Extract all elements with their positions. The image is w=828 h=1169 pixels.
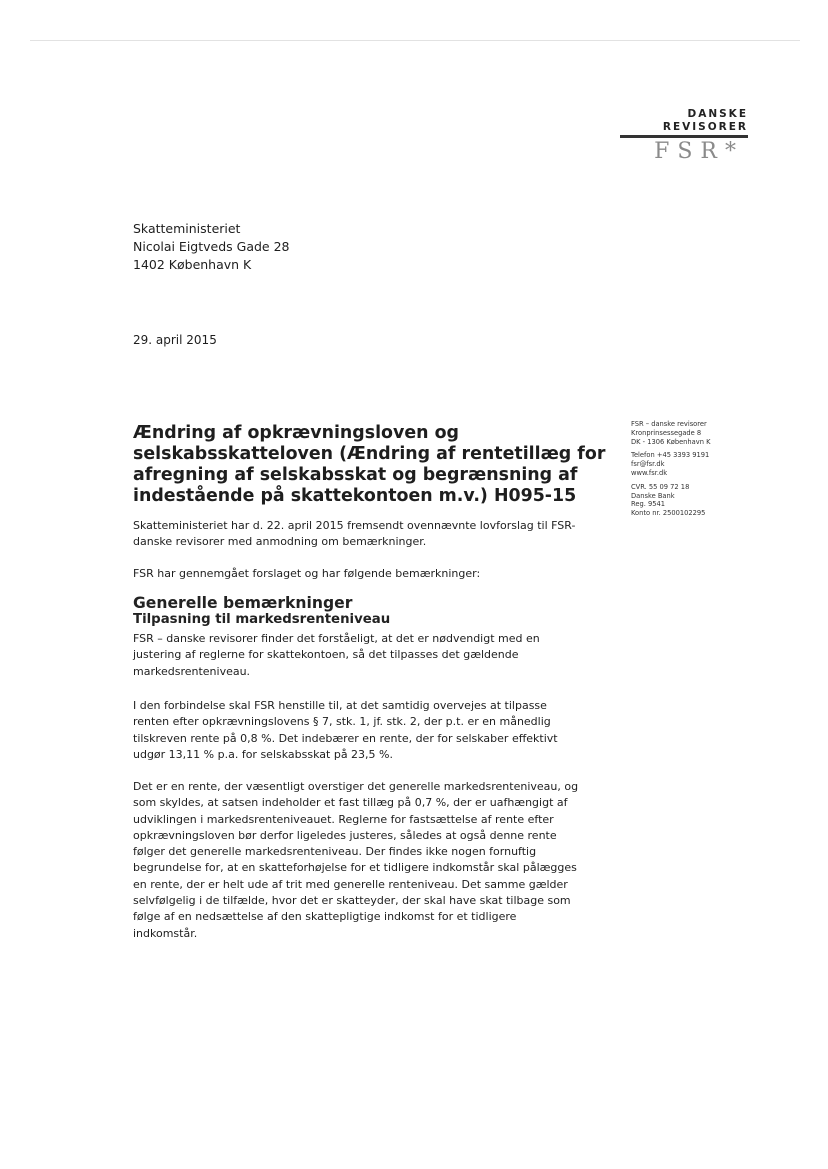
text-line: selvfølgelig i de tilfælde, hvor det er skatteyder, der skal have skat tilbage som — [133, 894, 571, 908]
text-line: FSR – danske revisorer finder det forståeligt, at det er nødvendigt med en — [133, 632, 540, 645]
sender-account: Konto nr. 2500102295 — [631, 509, 706, 518]
title-line: indestående på skattekontoen m.v.) H095-15 — [133, 486, 577, 506]
text-line: en rente, der er helt ude af trit med generelle renteniveau. Det samme gælder — [133, 877, 568, 891]
text-line: I den forbindelse skal FSR henstille til, at det samtidig overvejes at tilpasse — [133, 699, 547, 712]
body-paragraph-3 — [133, 779, 578, 942]
body-paragraph-2 — [133, 698, 558, 763]
review-paragraph — [133, 566, 480, 582]
sender-cvr: CVR. 55 09 72 18 — [631, 482, 690, 491]
recipient-address — [133, 220, 290, 274]
sender-bank-group — [631, 483, 710, 518]
text-line: Det er en rente, der væsentligt overstiger det generelle markedsrenteniveau, og — [133, 780, 579, 793]
body-paragraph-1 — [133, 631, 540, 680]
text-line: udviklingen i markedsrenteniveauet. Reglerne for fastsættelse af rente efter — [133, 812, 554, 826]
letter-title — [133, 423, 606, 507]
title-line: Ændring af opkrævningsloven og — [133, 423, 459, 443]
text-line: som skyldes, at satsen indeholder et fast tillæg på 0,7 %, der er uafhængigt af — [133, 796, 568, 810]
text-line: følge af en nedsættelse af den skattepligtige indkomst for et tidligere — [133, 910, 517, 924]
logo-fsr-mark: FSR* — [654, 139, 744, 164]
text-line: tilskreven rente på 0,8 %. Det indebærer en rente, der for selskaber effektivt — [133, 731, 558, 745]
text-line: renten efter opkrævningslovens § 7, stk. 1, jf. stk. 2, der p.t. er en månedlig — [133, 715, 551, 729]
text-line: markedsrenteniveau. — [133, 664, 251, 678]
sender-org: FSR – danske revisorer — [631, 420, 707, 428]
text-line: indkomstår. — [133, 926, 198, 940]
recipient-name: Skatteministeriet — [133, 221, 241, 236]
text-line: justering af reglerne for skattekontoen, så det tilpasses det gældende — [133, 648, 519, 662]
text-line: FSR har gennemgået forslaget og har følgende bemærkninger: — [133, 567, 481, 580]
text-line: begrundelse for, at en skatteforhøjelse for et tidligere indkomstår skal pålægges — [133, 861, 577, 875]
heading-general-remarks: Generelle bemærkninger — [133, 594, 353, 612]
recipient-street: Nicolai Eigtveds Gade 28 — [133, 239, 290, 254]
sender-bank: Danske Bank — [631, 491, 675, 500]
sender-email: fsr@fsr.dk — [631, 460, 665, 469]
logo-line-danske: DANSKE — [687, 108, 748, 120]
text-line: danske revisorer med anmodning om bemærkninger. — [133, 535, 427, 549]
title-line: selskabsskatteloven (Ændring af rentetillæg for — [133, 444, 606, 464]
sender-reg: Reg. 9541 — [631, 500, 665, 509]
logo-line-revisorer: REVISORER — [662, 121, 748, 133]
recipient-city: 1402 København K — [133, 257, 252, 272]
logo-bar — [620, 135, 748, 138]
sender-phone: Telefon +45 3393 9191 — [631, 451, 710, 460]
sender-city: DK - 1306 København K — [631, 437, 711, 446]
sender-info — [631, 420, 710, 523]
intro-paragraph — [133, 518, 575, 551]
sender-street: Kronprinsessegade 8 — [631, 428, 702, 437]
text-line: opkrævningsloven bør derfor ligeledes justeres, således at også denne rente — [133, 828, 557, 842]
scan-border-line — [30, 40, 800, 41]
letter-date: 29. april 2015 — [133, 333, 217, 347]
text-line: udgør 13,11 % p.a. for selskabsskat på 23,5 %. — [133, 747, 393, 761]
sender-contact-group — [631, 451, 710, 477]
text-line: Skatteministeriet har d. 22. april 2015 fremsendt ovennævnte lovforslag til FSR- — [133, 519, 576, 532]
title-line: afregning af selskabsskat og begrænsning af — [133, 465, 578, 485]
subheading-market-rate: Tilpasning til markedsrenteniveau — [133, 612, 391, 627]
text-line: følger det generelle markedsrenteniveau. Der findes ikke nogen fornuftig — [133, 845, 537, 859]
sender-web: www.fsr.dk — [631, 468, 668, 477]
sender-address-group — [631, 420, 710, 446]
